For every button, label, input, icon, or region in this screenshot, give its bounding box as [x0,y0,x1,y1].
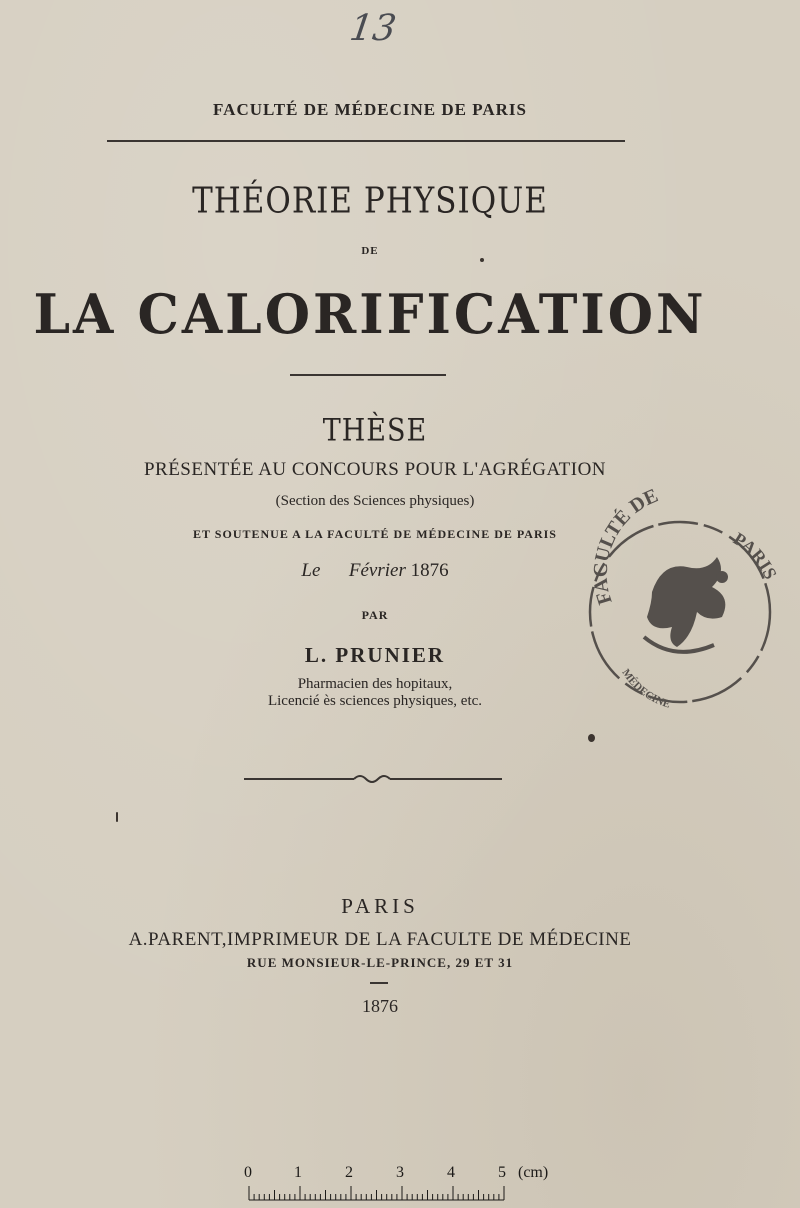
scale-unit: (cm) [518,1164,549,1181]
date-month: Février [348,560,406,581]
title-connector: DE [361,245,379,257]
ink-speck [588,734,595,742]
scale-label-3: 3 [396,1164,404,1181]
scale-label-1: 1 [294,1164,302,1181]
author-credential-2: Licencié ès sciences physiques, etc. [267,693,483,709]
ink-speck [116,812,118,822]
main-title: LA CALORIFICATION [33,282,707,347]
author-name: L. PRUNIER [304,643,446,667]
library-stamp [582,472,782,722]
scale-label-5: 5 [498,1164,506,1181]
section-line: (Section des Sciences physiques) [275,493,475,509]
scale-label-4: 4 [447,1164,455,1181]
by-label: PAR [361,608,389,622]
imprint-year: 1876 [362,996,398,1016]
stamp-text-top: FACULTÉ DE [589,484,662,608]
faculty-header: FACULTÉ DE MÉDECINE DE PARIS [213,100,527,119]
imprint-city: PARIS [341,894,419,918]
stamp-text-bottom: MÉDECINE [619,666,672,711]
imprint-printer: A.PARENT,IMPRIMEUR DE LA FACULTE DE MÉDECINE [128,929,632,950]
date-year: 1876 [410,560,449,581]
defended-line: ET SOUTENUE A LA FACULTÉ DE MÉDECINE DE PARIS [193,527,557,541]
ink-speck [480,258,484,262]
stamp-emblem-icon [644,557,728,652]
top-divider [107,140,625,142]
author-credential-1: Pharmacien des hopitaux, [297,676,453,692]
handwritten-page-number: 13 [347,8,399,49]
presented-line: PRÉSENTÉE AU CONCOURS POUR L'AGRÉGATION [143,459,607,480]
title-line-1: THÉORIE PHYSIQUE [192,180,548,222]
scale-label-0: 0 [244,1164,252,1181]
imprint-divider [370,982,388,984]
title-divider [290,374,446,376]
imprint-street: RUE MONSIEUR-LE-PRINCE, 29 ET 31 [246,955,514,970]
scale-label-2: 2 [345,1164,353,1181]
scale-ruler [248,1184,508,1204]
date-prefix: Le [301,560,321,581]
ornamental-divider [244,770,504,790]
stamp-text-right: PARIS [729,528,781,583]
thesis-label: THÈSE [322,412,428,449]
